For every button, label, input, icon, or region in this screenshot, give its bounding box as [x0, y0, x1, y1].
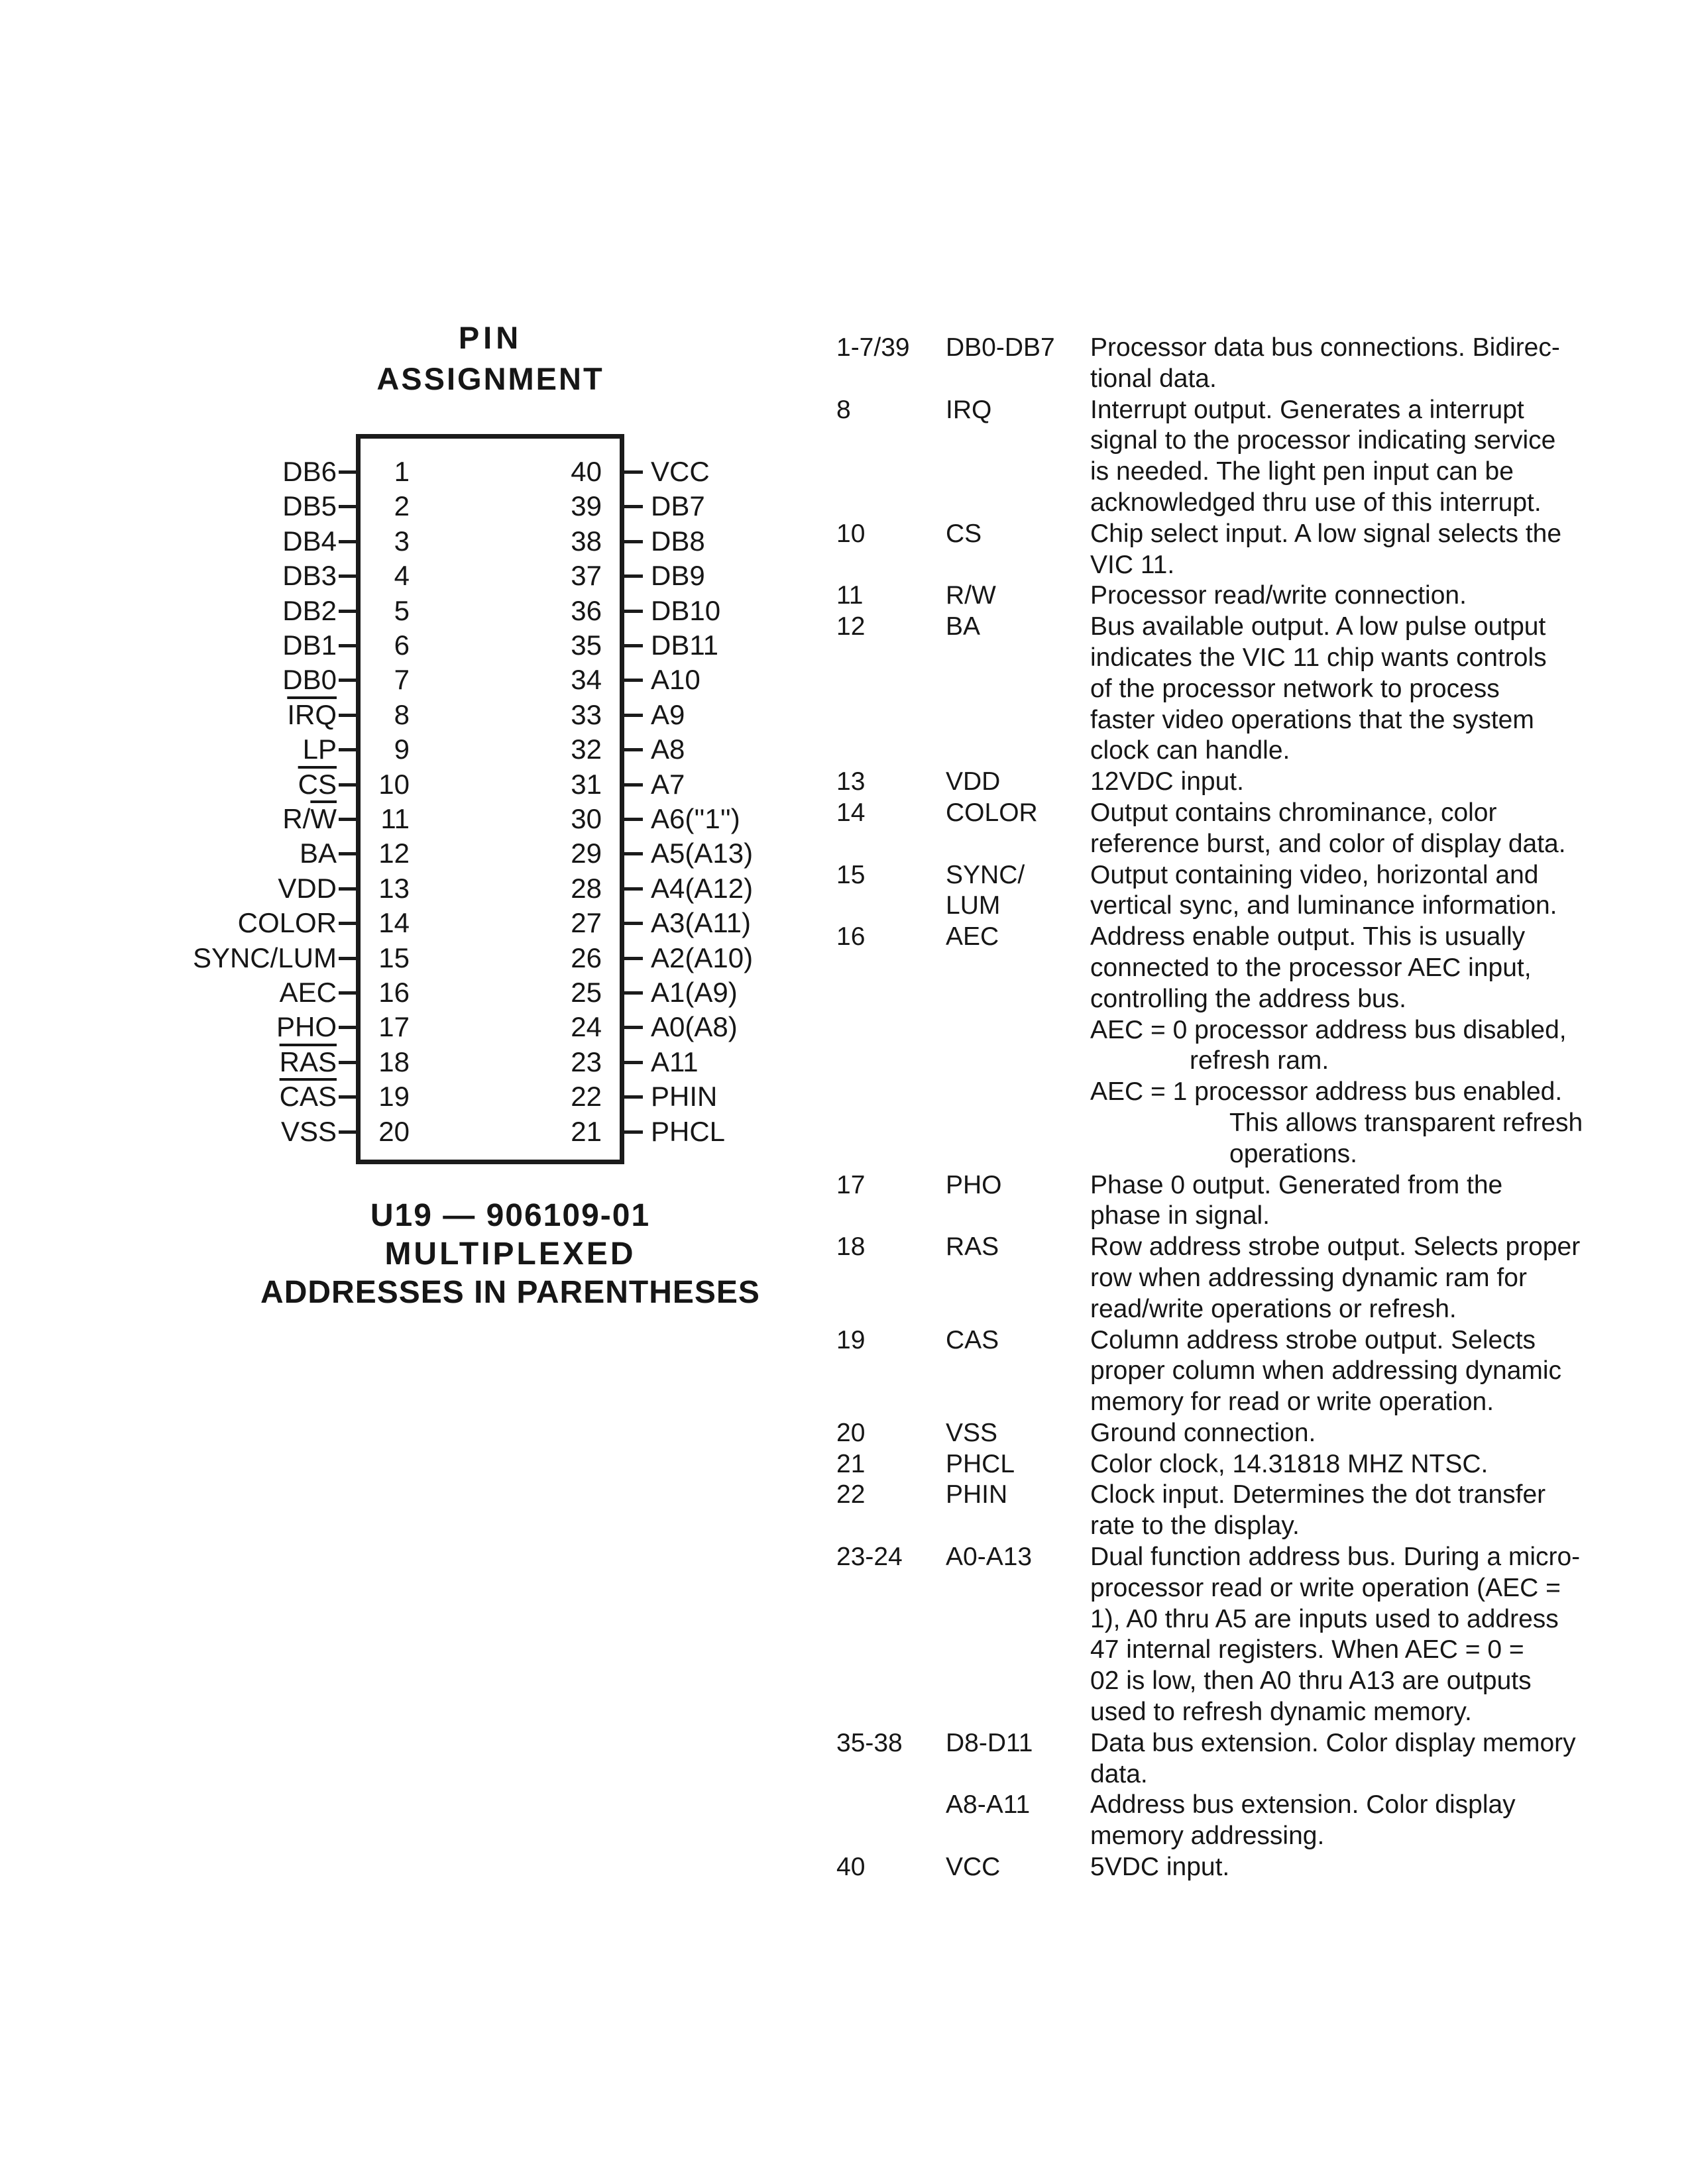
description-line: Interrupt output. Generates a interrupt	[1090, 395, 1524, 424]
pin-number-cell: 8	[836, 395, 851, 424]
pin-signal-text: DB7	[651, 490, 705, 522]
description-line: Row address strobe output. Selects proper	[1090, 1232, 1581, 1262]
pin-number-cell: 16	[836, 922, 866, 952]
left-pin-label	[193, 941, 337, 975]
right-pin-line	[624, 887, 643, 891]
right-pin-line	[624, 818, 643, 821]
left-pin-line	[339, 505, 356, 508]
description-line: memory for read or write operation.	[1090, 1388, 1494, 1417]
left-pin-label	[300, 836, 337, 871]
pin-signal-overlined: $\overline{CAS}$	[279, 1081, 337, 1113]
pin-signal-text: DB9	[651, 560, 705, 592]
right-pin-number: 24	[571, 1011, 602, 1043]
left-pin-number: 3	[394, 525, 410, 557]
pin-number-cell: 40	[836, 1853, 866, 1882]
pin-number-cell: 35-38	[836, 1728, 903, 1757]
table-row	[836, 922, 1678, 1170]
description-line: AEC = 0 processor address bus disabled,	[1090, 1015, 1567, 1044]
left-pin-number: 2	[394, 490, 410, 522]
right-pin-label	[651, 663, 701, 697]
table-row	[836, 333, 1678, 395]
right-pin-number: 34	[571, 664, 602, 696]
pin-signal-overlined: $\overline{RAS}$	[279, 1046, 337, 1077]
pin-signal-text: DB11	[651, 629, 718, 661]
right-pin-line	[624, 470, 643, 474]
title-line-2: ASSIGNMENT	[376, 361, 604, 396]
description-line: Ground connection.	[1090, 1418, 1316, 1447]
left-pin-label	[238, 906, 337, 940]
right-pin-number: 23	[571, 1046, 602, 1077]
left-pin-label	[298, 767, 337, 802]
description-line: reference burst, and color of display data.	[1090, 829, 1566, 858]
description-line: vertical sync, and luminance information.	[1090, 891, 1557, 920]
pin-signal-text: PHO	[276, 1011, 337, 1043]
pin-number-cell: 14	[836, 798, 866, 827]
right-pin-label	[651, 594, 720, 628]
description-line: Processor data bus connections. Bidirec-	[1090, 333, 1560, 362]
pin-signal-text: A2(A10)	[651, 942, 754, 973]
right-pin-label	[651, 975, 738, 1010]
description-line: Chip select input. A low signal selects the	[1090, 519, 1562, 548]
signal-name-cell: SYNC/	[946, 860, 1025, 889]
left-pin-line	[339, 574, 356, 578]
right-pin-label	[651, 732, 685, 767]
right-pin-line	[624, 991, 643, 995]
right-pin-label	[651, 1115, 725, 1149]
left-pin-label	[280, 1045, 337, 1079]
pin-signal-text: DB6	[282, 456, 337, 487]
left-pin-number: 17	[378, 1011, 410, 1043]
table-row	[836, 1232, 1678, 1325]
right-pin-line	[624, 610, 643, 613]
left-pin-label	[282, 802, 337, 836]
right-pin-label	[651, 1045, 699, 1079]
pin-signal-text: A11	[651, 1046, 699, 1077]
right-pin-number: 35	[571, 629, 602, 661]
pin-signal-text: A5(A13)	[651, 838, 754, 869]
left-pin-line	[339, 1130, 356, 1134]
pin-number-cell: 21	[836, 1449, 866, 1478]
signal-name-cell: CAS	[946, 1325, 999, 1354]
signal-name-cell: A8-A11	[946, 1790, 1031, 1820]
left-pin-label	[282, 559, 337, 593]
right-pin-label	[651, 1010, 738, 1044]
description-line: Address enable output. This is usually	[1090, 922, 1526, 952]
left-pin-line	[339, 470, 356, 474]
right-pin-line	[624, 1095, 643, 1099]
pin-signal-text: DB3	[282, 560, 337, 592]
left-pin-number: 4	[394, 560, 410, 592]
description-line: tional data.	[1090, 364, 1217, 393]
pin-signal-text: DB10	[651, 594, 721, 626]
signal-name-cell: D8-D11	[946, 1728, 1033, 1757]
description-line: Output contains chrominance, color	[1090, 798, 1497, 827]
right-pin-label	[651, 906, 751, 940]
pin-signal-text: DB8	[651, 525, 705, 557]
signal-name-cell: AEC	[946, 922, 999, 952]
pin-signal-overlined: $\overline{CS}$	[298, 768, 337, 800]
left-pin-label	[280, 1079, 337, 1114]
left-pin-line	[339, 714, 356, 717]
pin-signal-text: DB0	[282, 664, 337, 696]
left-pin-label	[282, 594, 337, 628]
table-row	[836, 395, 1678, 519]
description-line: faster video operations that the system	[1090, 705, 1534, 734]
description-line: Output containing video, horizontal and	[1090, 860, 1539, 889]
table-row	[836, 1170, 1678, 1232]
right-pin-number: 37	[571, 560, 602, 592]
left-pin-line	[339, 957, 356, 960]
pin-number-cell: 22	[836, 1480, 866, 1509]
description-line: Clock input. Determines the dot transfer	[1090, 1480, 1546, 1509]
right-pin-label	[651, 489, 705, 523]
left-pin-label	[282, 455, 337, 489]
pin-number-cell: 10	[836, 519, 866, 548]
left-pin-number: 7	[394, 664, 410, 696]
right-pin-label	[651, 559, 705, 593]
left-pin-line	[339, 610, 356, 613]
right-pin-label	[651, 767, 685, 802]
right-pin-line	[624, 644, 643, 647]
left-pin-line	[339, 1026, 356, 1029]
pin-signal-text: SYNC/LUM	[192, 942, 337, 973]
pin-signal-text: VCC	[651, 456, 710, 487]
signal-name-cell: A0-A13	[946, 1543, 1033, 1572]
description-line: processor read or write operation (AEC =	[1090, 1573, 1561, 1602]
table-row	[836, 1325, 1678, 1418]
description-line: Phase 0 output. Generated from the	[1090, 1170, 1503, 1199]
description-line: memory addressing.	[1090, 1822, 1325, 1851]
description-line: data.	[1090, 1759, 1148, 1788]
description-line: Dual function address bus. During a micro-	[1090, 1543, 1581, 1572]
pin-signal-text: A10	[651, 664, 701, 696]
pin-signal-text: A3(A11)	[651, 907, 751, 939]
left-pin-line	[339, 540, 356, 543]
left-pin-label	[282, 663, 337, 697]
right-pin-number: 22	[571, 1081, 602, 1113]
description-line: read/write operations or refresh.	[1090, 1294, 1457, 1323]
right-pin-label	[651, 455, 710, 489]
table-row	[836, 860, 1678, 922]
right-pin-label	[651, 836, 753, 871]
right-pin-label	[651, 524, 705, 559]
left-pin-line	[339, 991, 356, 995]
right-pin-line	[624, 852, 643, 855]
pin-signal-text: A9	[651, 698, 685, 730]
title-line-1: PIN	[458, 320, 523, 355]
description-line: connected to the processor AEC input,	[1090, 953, 1532, 982]
signal-name-cell: BA	[946, 612, 981, 641]
left-pin-label	[282, 628, 337, 663]
signal-name-cell: PHO	[946, 1170, 1002, 1199]
caption-line-3: ADDRESSES IN PARENTHESES	[260, 1275, 760, 1310]
pin-number-cell: 23-24	[836, 1543, 903, 1572]
table-row	[836, 1480, 1678, 1542]
signal-name-cell: VCC	[946, 1853, 1001, 1882]
right-pin-number: 39	[571, 490, 602, 522]
right-pin-label	[651, 871, 753, 906]
right-pin-label	[651, 802, 740, 836]
description-line: Processor read/write connection.	[1090, 581, 1467, 610]
signal-name-cell: VDD	[946, 767, 1001, 796]
description-line: operations.	[1229, 1139, 1357, 1168]
pin-signal-overlined: $\overline{IRQ}$	[287, 698, 337, 730]
left-pin-line	[339, 748, 356, 751]
pin-signal-text: PHIN	[651, 1081, 718, 1113]
caption-part-number: U19 — 906109-01	[370, 1198, 651, 1233]
left-pin-label	[276, 1010, 337, 1044]
right-pin-label	[651, 941, 753, 975]
description-line: rate to the display.	[1090, 1511, 1300, 1541]
left-pin-line	[339, 818, 356, 821]
description-line: AEC = 1 processor address bus enabled.	[1090, 1077, 1563, 1107]
description-line: 1), A0 thru A5 are inputs used to address	[1090, 1604, 1559, 1633]
left-pin-number: 11	[380, 803, 410, 834]
left-pin-number: 10	[378, 768, 410, 800]
description-line: This allows transparent refresh	[1229, 1108, 1583, 1137]
pin-signal-text: DB5	[282, 490, 337, 522]
description-line: acknowledged thru use of this interrupt.	[1090, 488, 1542, 517]
signal-name-cell: DB0-DB7	[946, 333, 1055, 362]
left-pin-line	[339, 644, 356, 647]
signal-name-cell: PHCL	[946, 1449, 1015, 1478]
description-line: 5VDC input.	[1090, 1853, 1230, 1882]
description-line: is needed. The light pen input can be	[1090, 457, 1514, 486]
right-pin-number: 32	[571, 734, 602, 765]
right-pin-line	[624, 1061, 643, 1064]
right-pin-number: 27	[571, 907, 602, 939]
signal-name-cell: VSS	[946, 1418, 998, 1447]
table-row	[836, 1542, 1678, 1728]
right-pin-label	[651, 628, 718, 663]
pin-number-cell: 18	[836, 1232, 866, 1262]
left-pin-number: 5	[394, 594, 410, 626]
signal-name-cell: R/W	[946, 581, 996, 610]
pin-signal-text: A0(A8)	[651, 1011, 738, 1043]
table-row	[836, 1790, 1678, 1852]
pin-signal-text: A8	[651, 734, 685, 765]
left-pin-number: 8	[394, 698, 410, 730]
table-row	[836, 1852, 1678, 1883]
description-line: used to refresh dynamic memory.	[1090, 1698, 1472, 1727]
right-pin-line	[624, 748, 643, 751]
pin-description-table	[836, 333, 1678, 1883]
pin-signal-text: A4(A12)	[651, 872, 754, 904]
table-row	[836, 767, 1678, 798]
signal-name-cell: CS	[946, 519, 982, 548]
right-pin-number: 21	[571, 1115, 602, 1147]
left-pin-line	[339, 852, 356, 855]
pin-signal-text: DB4	[282, 525, 337, 557]
right-pin-line	[624, 679, 643, 682]
description-line: VIC 11.	[1090, 550, 1175, 579]
description-line: 47 internal registers. When AEC = 0 =	[1090, 1635, 1524, 1665]
right-pin-number: 25	[571, 977, 602, 1008]
signal-name-cell: IRQ	[946, 395, 992, 424]
left-pin-label	[282, 489, 337, 523]
left-pin-number: 15	[378, 942, 410, 973]
right-pin-number: 26	[571, 942, 602, 973]
left-pin-line	[339, 922, 356, 925]
pin-signal-text: PHCL	[651, 1115, 726, 1147]
description-line: indicates the VIC 11 chip wants controls	[1090, 643, 1547, 672]
pin-number-cell: 17	[836, 1170, 866, 1199]
left-pin-number: 9	[394, 734, 410, 765]
right-pin-number: 38	[571, 525, 602, 557]
left-pin-line	[339, 783, 356, 787]
left-pin-label	[280, 975, 337, 1010]
pin-signal-text: AEC	[279, 977, 337, 1008]
left-pin-number: 13	[378, 872, 410, 904]
right-pin-line	[624, 957, 643, 960]
pin-number-cell: 19	[836, 1325, 866, 1354]
description-line: controlling the address bus.	[1090, 984, 1406, 1013]
left-pin-line	[339, 1061, 356, 1064]
left-pin-line	[339, 1095, 356, 1099]
description-line: of the processor network to process	[1090, 674, 1500, 703]
caption-line-2: MULTIPLEXED	[384, 1236, 636, 1272]
left-pin-label	[303, 732, 337, 767]
pin-number-cell: 12	[836, 612, 866, 641]
pin-assignment-title	[292, 319, 689, 398]
left-pin-line	[339, 679, 356, 682]
left-pin-number: 1	[394, 456, 410, 487]
pin-number-cell: 20	[836, 1418, 866, 1447]
pin-number-cell: 15	[836, 860, 866, 889]
left-pin-number: 12	[378, 838, 410, 869]
table-row	[836, 612, 1678, 767]
pin-signal-text: A7	[651, 768, 685, 800]
left-pin-number: 16	[378, 977, 410, 1008]
left-pin-line	[339, 887, 356, 891]
left-pin-number: 19	[378, 1081, 410, 1113]
right-pin-line	[624, 1130, 643, 1134]
table-row	[836, 1418, 1678, 1449]
right-pin-number: 30	[571, 803, 602, 834]
right-pin-number: 36	[571, 594, 602, 626]
right-pin-line	[624, 783, 643, 787]
description-line: phase in signal.	[1090, 1201, 1270, 1230]
table-row	[836, 519, 1678, 581]
pin-signal-text: COLOR	[237, 907, 337, 939]
description-line: Bus available output. A low pulse output	[1090, 612, 1546, 641]
pin-signal-text: A6(''1'')	[651, 803, 740, 834]
left-pin-number: 20	[378, 1115, 410, 1147]
description-line: Data bus extension. Color display memory	[1090, 1728, 1576, 1757]
left-pin-label	[282, 524, 337, 559]
chip-caption	[232, 1197, 789, 1312]
right-pin-line	[624, 574, 643, 578]
table-row	[836, 1728, 1678, 1790]
left-pin-label	[287, 698, 337, 732]
right-pin-line	[624, 1026, 643, 1029]
right-pin-line	[624, 540, 643, 543]
description-line: row when addressing dynamic ram for	[1090, 1263, 1527, 1292]
description-line: 12VDC input.	[1090, 767, 1244, 796]
description-line: Color clock, 14.31818 MHZ NTSC.	[1090, 1449, 1489, 1478]
pin-signal-text: R/	[282, 803, 311, 834]
description-line: Column address strobe output. Selects	[1090, 1325, 1536, 1354]
pin-signal-text: VDD	[278, 872, 337, 904]
right-pin-label	[651, 1079, 717, 1114]
pin-signal-overlined: $\overline{W}$	[310, 803, 337, 834]
pin-signal-text: A1(A9)	[651, 977, 738, 1008]
right-pin-number: 31	[571, 768, 602, 800]
table-row	[836, 580, 1678, 612]
table-row	[836, 1449, 1678, 1480]
right-pin-label	[651, 698, 685, 732]
description-line: Address bus extension. Color display	[1090, 1790, 1516, 1820]
pin-signal-text: BA	[299, 838, 337, 869]
left-pin-number: 18	[378, 1046, 410, 1077]
left-pin-number: 6	[394, 629, 410, 661]
pin-signal-text: DB2	[282, 594, 337, 626]
left-pin-label	[281, 1115, 337, 1149]
description-line: signal to the processor indicating service	[1090, 426, 1556, 455]
description-line: 02 is low, then A0 thru A13 are outputs	[1090, 1666, 1532, 1696]
description-line: clock can handle.	[1090, 736, 1290, 765]
pin-number-cell: 11	[836, 581, 864, 610]
right-pin-number: 40	[571, 456, 602, 487]
table-row	[836, 798, 1678, 860]
right-pin-line	[624, 505, 643, 508]
pin-number-cell: 13	[836, 767, 866, 796]
pin-signal-text: LP	[302, 734, 337, 765]
pin-number-cell: 1-7/39	[836, 333, 910, 362]
signal-name-cell: LUM	[946, 891, 1001, 920]
description-line: proper column when addressing dynamic	[1090, 1356, 1562, 1386]
right-pin-line	[624, 714, 643, 717]
right-pin-line	[624, 922, 643, 925]
signal-name-cell: COLOR	[946, 798, 1038, 827]
left-pin-number: 14	[378, 907, 410, 939]
signal-name-cell: RAS	[946, 1232, 999, 1262]
right-pin-number: 29	[571, 838, 602, 869]
right-pin-number: 33	[571, 698, 602, 730]
pin-signal-text: DB1	[282, 629, 337, 661]
left-pin-label	[278, 871, 337, 906]
signal-name-cell: PHIN	[946, 1480, 1008, 1509]
right-pin-number: 28	[571, 872, 602, 904]
description-line: refresh ram.	[1190, 1046, 1329, 1075]
pin-signal-text: VSS	[280, 1115, 337, 1147]
